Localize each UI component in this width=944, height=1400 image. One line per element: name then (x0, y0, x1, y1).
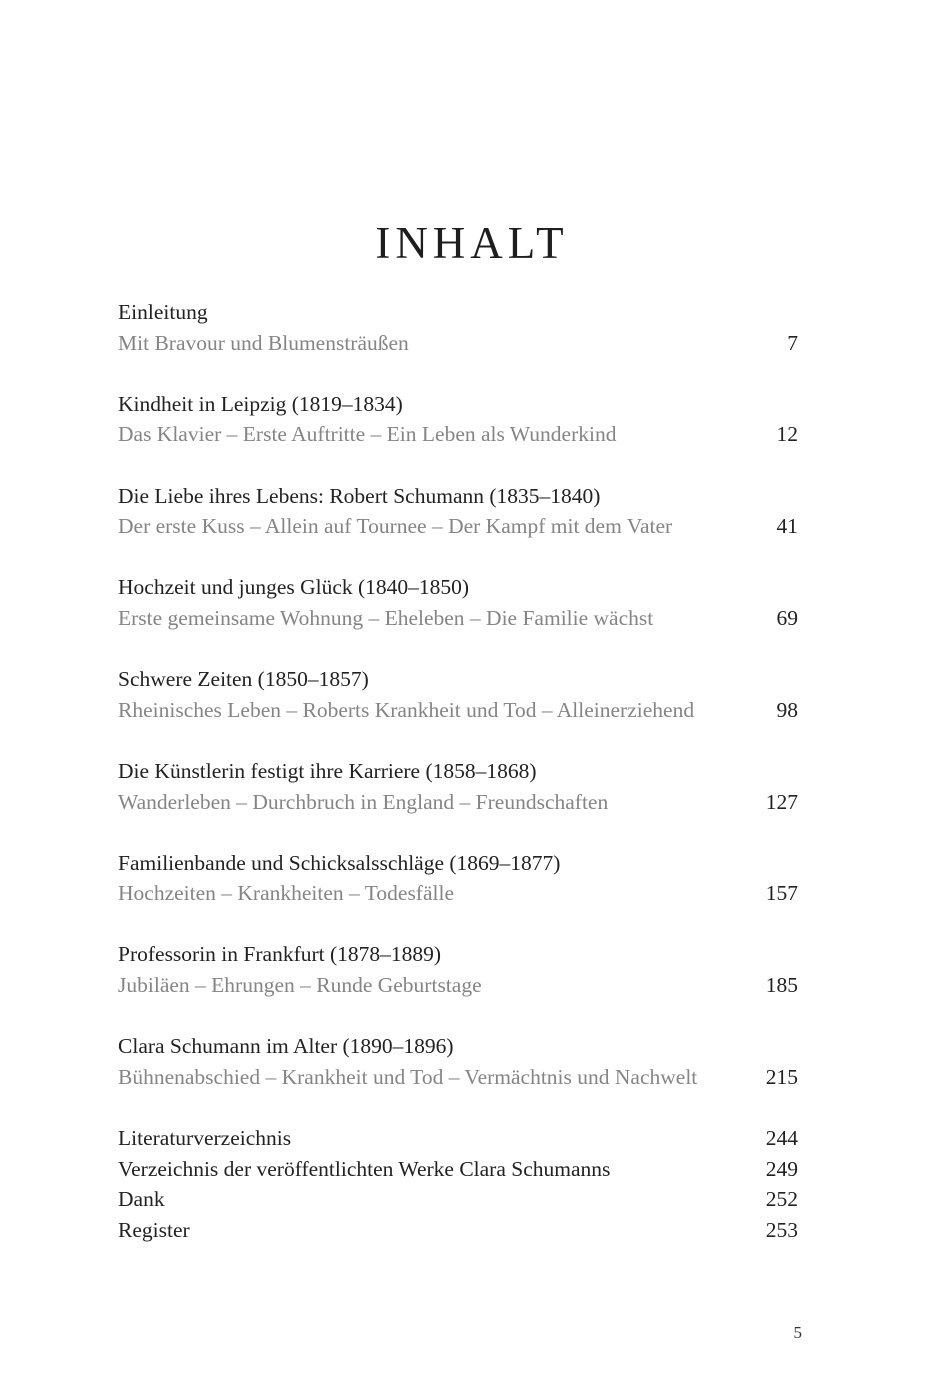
toc-appendix-entry (118, 1154, 798, 1185)
chapter-heading-line (118, 297, 798, 328)
appendix-label: Register (118, 1217, 190, 1242)
chapter-heading-line (118, 1031, 798, 1062)
chapter-page-number: 69 (776, 605, 798, 630)
chapter-heading: Einleitung (118, 300, 208, 324)
chapter-subtitle: Wanderleben – Durchbruch in England – Freundschaften (118, 789, 609, 814)
toc-appendix-entry (118, 1184, 798, 1215)
toc-chapter (118, 664, 798, 756)
toc-chapter (118, 756, 798, 848)
toc-appendix-entry (118, 1123, 798, 1154)
chapter-subtitle-line (118, 419, 798, 450)
chapter-heading: Clara Schumann im Alter (1890–1896) (118, 1034, 454, 1059)
chapter-subtitle-line (118, 787, 798, 818)
chapter-page-number: 127 (765, 789, 798, 814)
chapter-heading-line (118, 756, 798, 787)
toc-chapter (118, 389, 798, 481)
chapter-page-number: 185 (765, 973, 798, 998)
page-title: INHALT (375, 218, 569, 268)
chapter-page-number: 41 (776, 514, 798, 539)
chapter-subtitle-line (118, 603, 798, 634)
chapter-subtitle-line (118, 878, 798, 909)
toc-chapter (118, 1031, 798, 1123)
chapter-heading-line (118, 664, 798, 695)
chapter-subtitle-line (118, 695, 798, 726)
table-of-contents (118, 297, 798, 1245)
chapter-subtitle-line (118, 328, 798, 359)
appendix-page-number: 253 (765, 1217, 798, 1242)
chapter-subtitle-line (118, 1062, 798, 1093)
chapter-page-number: 215 (765, 1064, 798, 1089)
appendix-page-number: 249 (765, 1156, 798, 1181)
chapter-heading-line (118, 572, 798, 603)
chapter-heading-line (118, 848, 798, 879)
chapter-page-number: 7 (787, 330, 798, 355)
chapter-page-number: 98 (776, 697, 798, 722)
page-number: 5 (793, 1323, 802, 1342)
chapter-subtitle-line (118, 511, 798, 542)
chapter-heading-line (118, 389, 798, 420)
chapter-heading: Die Liebe ihres Lebens: Robert Schumann (1835–1840) (118, 483, 601, 508)
chapter-heading: Professorin in Frankfurt (1878–1889) (118, 942, 442, 967)
chapter-heading: Hochzeit und junges Glück (1840–1850) (118, 575, 470, 600)
chapter-heading: Kindheit in Leipzig (1819–1834) (118, 391, 403, 416)
chapter-subtitle: Rheinisches Leben – Roberts Krankheit und Tod – Alleinerziehend (118, 697, 695, 722)
chapter-heading-line (118, 481, 798, 512)
chapter-heading: Die Künstlerin festigt ihre Karriere (1858–1868) (118, 758, 537, 783)
chapter-subtitle: Erste gemeinsame Wohnung – Eheleben – Die Familie wächst (118, 605, 654, 630)
appendix-page-number: 244 (765, 1126, 798, 1151)
toc-chapter (118, 848, 798, 940)
toc-chapter (118, 572, 798, 664)
chapter-heading-line (118, 939, 798, 970)
toc-chapter (118, 481, 798, 573)
chapter-subtitle: Jubiläen – Ehrungen – Runde Geburtstage (118, 973, 482, 998)
appendix-page-number: 252 (765, 1187, 798, 1212)
toc-chapter (118, 939, 798, 1031)
chapter-subtitle-line (118, 970, 798, 1001)
appendix-label: Dank (118, 1187, 165, 1212)
chapter-page-number: 157 (765, 881, 798, 906)
chapter-subtitle: Der erste Kuss – Allein auf Tournee – Der Kampf mit dem Vater (118, 514, 673, 539)
chapter-subtitle: Mit Bravour und Blumensträußen (118, 330, 409, 355)
appendix-label: Literaturverzeichnis (118, 1126, 292, 1151)
appendix-label: Verzeichnis der veröffentlichten Werke Clara Schumanns (118, 1156, 611, 1181)
chapter-heading: Familienbande und Schicksalsschläge (1869–1877) (118, 850, 561, 875)
chapter-subtitle: Hochzeiten – Krankheiten – Todesfälle (118, 881, 455, 906)
toc-chapter (118, 297, 798, 389)
chapter-page-number: 12 (776, 422, 798, 447)
chapter-heading: Schwere Zeiten (1850–1857) (118, 667, 369, 692)
chapter-subtitle: Das Klavier – Erste Auftritte – Ein Leben als Wunderkind (118, 422, 617, 447)
toc-appendix-entry (118, 1215, 798, 1246)
chapter-subtitle: Bühnenabschied – Krankheit und Tod – Vermächtnis und Nachwelt (118, 1064, 698, 1089)
